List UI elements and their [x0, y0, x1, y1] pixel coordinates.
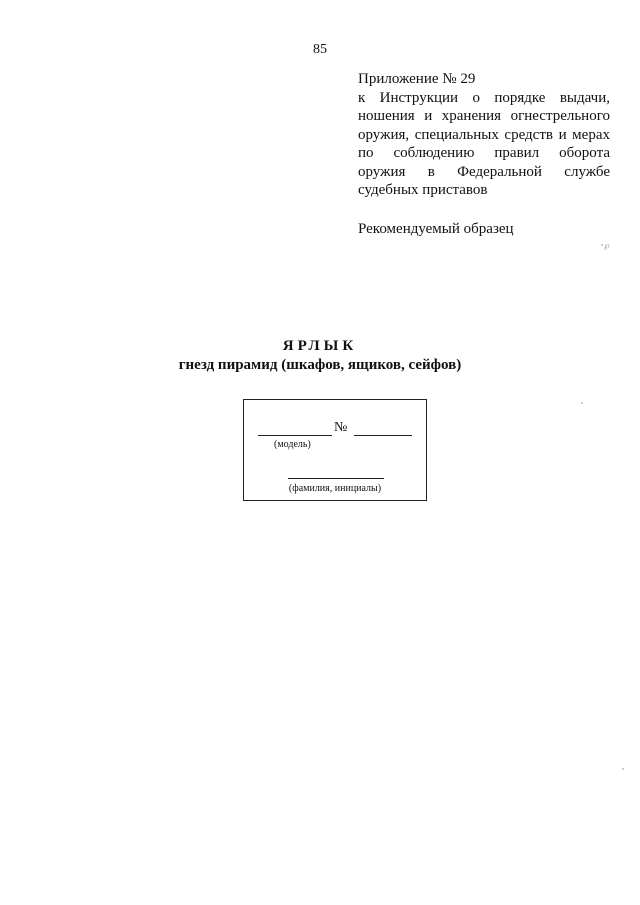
number-blank-line — [354, 435, 412, 436]
document-title: ЯРЛЫК — [282, 338, 358, 354]
label-form — [243, 399, 427, 501]
appendix-reference: к Инструкции о порядке выдачи, ношения и хранения огнестрельного оружия, специальных средств и мерах по соблюдению правил оборота оружия в Федеральной службе судебных приставов — [358, 89, 610, 198]
sample-note: Рекомендуемый образец — [358, 220, 514, 237]
appendix-block — [358, 70, 610, 238]
page-number: 85 — [313, 42, 327, 57]
model-caption: (модель) — [274, 439, 311, 450]
scan-dot — [581, 402, 583, 404]
number-sign: № — [334, 420, 348, 435]
document-subtitle: гнезд пирамид (шкафов, ящиков, сейфов) — [178, 357, 462, 373]
name-blank-line — [288, 478, 384, 479]
scan-dot — [622, 768, 624, 770]
scan-speck: ℘ — [604, 241, 610, 250]
appendix-title: Приложение № 29 — [358, 71, 476, 87]
model-blank-line — [258, 435, 332, 436]
scan-dot — [601, 244, 603, 246]
name-caption: (фамилия, инициалы) — [288, 483, 382, 494]
